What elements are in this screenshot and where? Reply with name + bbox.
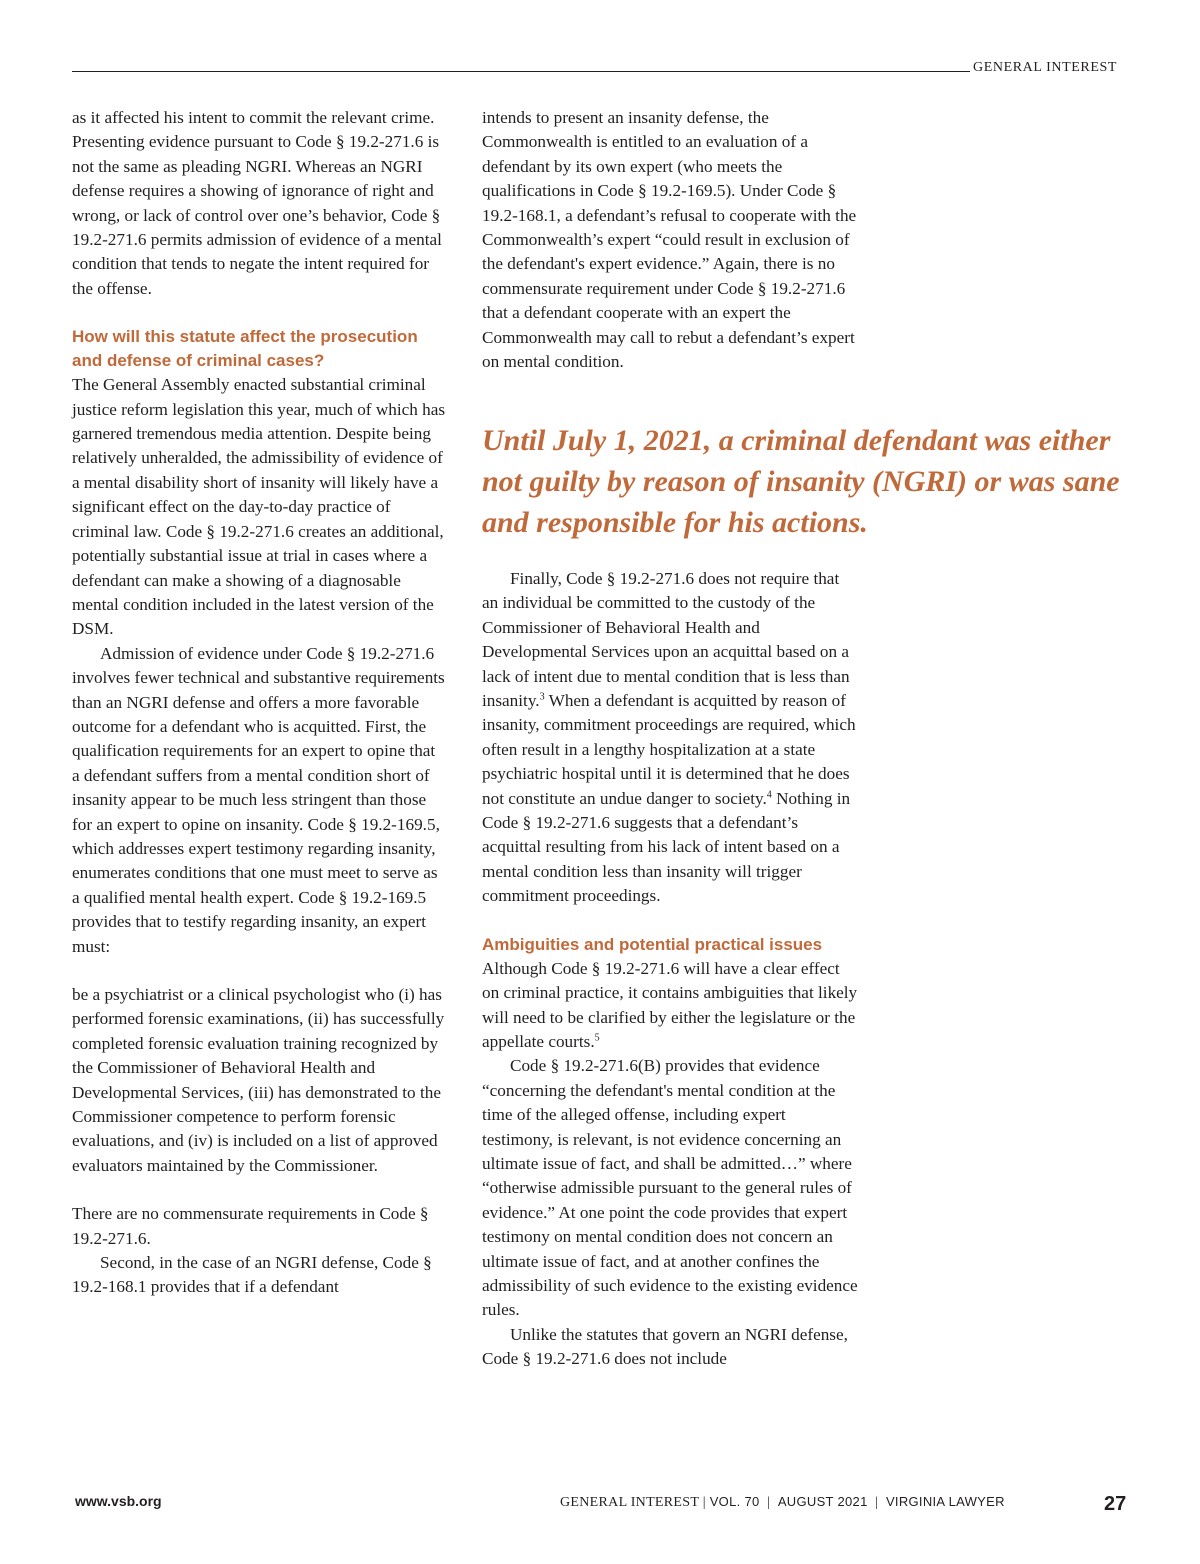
- paragraph: Finally, Code § 19.2-271.6 does not require that an individual be committed to the custody of the Commissioner of Behavioral Health and Developmental Services upon an acquittal based on a lack of intent due to mental condition that is less than insanity.$^3$ When a defendant is acquitted by reason of insanity, commitment proceedings are required, which often result in a lengthy hospitalization at a state psychiatric hospital until it is determined that he does not constitute an undue danger to society.$^4$ Nothing in Code § 19.2-271.6 suggests that a defendant’s acquittal resulting from his lack of intent based on a mental condition less than insanity will trigger commitment proceedings.: [482, 569, 856, 906]
- paragraph: Admission of evidence under Code § 19.2-271.6 involves fewer technical and substantive requirements than an NGRI defense and offers a more favorable outcome for a defendant who is acquitted. First, the qualification requirements for an expert to opine that a defendant suffers from a mental condition short of insanity appear to be much less stringent than those for an expert to opine on insanity. Code § 19.2-169.5, which addresses expert testimony regarding insanity, enumerates conditions that one must meet to serve as a qualified mental health expert. Code § 19.2-169.5 provides that to testify regarding insanity, an expert must:: [72, 643, 445, 956]
- paragraph: Second, in the case of an NGRI defense, Code § 19.2-168.1 provides that if a defendant: [72, 1253, 432, 1297]
- header-rule: [72, 71, 970, 72]
- paragraph: There are no commensurate requirements in Code § 19.2-271.6.: [72, 1204, 429, 1248]
- paragraph: Unlike the statutes that govern an NGRI defense, Code § 19.2-271.6 does not include: [482, 1324, 848, 1369]
- pull-quote: Until July 1, 2021, a criminal defendant was either not guilty by reason of insanity (NGRI) or was sane and responsible for his actions.: [482, 424, 1120, 539]
- column-left: [72, 106, 446, 1300]
- paragraph: intends to present an insanity defense, the Commonwealth is entitled to an evaluation of a defendant by its own expert (who meets the qualifications in Code § 19.2-169.5). Under Code § 19.2-168.1, a defendant’s refusal to cooperate with the Commonwealth’s expert “could result in exclusion of the defendant's expert evidence.” Again, there is no commensurate requirement under Code § 19.2-271.6 that a defendant cooperate with an expert the Commonwealth may call to rebut a defendant’s expert on mental condition.: [482, 108, 857, 372]
- column-right-bottom: [482, 567, 858, 1372]
- paragraph: Code § 19.2-271.6(B) provides that evidence “concerning the defendant's mental condition at the time of the alleged offense, including expert testimony, is relevant, is not evidence concerning an ultimate issue of fact, and shall be admitted…” where “otherwise admissible pursuant to the general rules of evidence.” At one point the code provides that expert testimony on mental condition does not concern an ultimate issue of fact, and at another confines the admissibility of such evidence to the existing evidence rules.: [482, 1056, 858, 1320]
- footnote-ref[interactable]: 3: [539, 691, 545, 703]
- footnote-ref[interactable]: 5: [594, 1032, 600, 1044]
- section-heading: How will this statute affect the prosecution and defense of criminal cases?: [72, 327, 418, 371]
- section-heading: Ambiguities and potential practical issues: [482, 934, 823, 954]
- footer-date: AUGUST 2021: [777, 1494, 868, 1509]
- paragraph: The General Assembly enacted substantial criminal justice reform legislation this year, much of which has garnered tremendous media attention. Despite being relatively unheralded, the admissibility of evidence of a mental disability short of insanity will likely have a significant effect on the day-to-day practice of criminal law. Code § 19.2-271.6 creates an additional, potentially substantial issue at trial in cases where a defendant can make a showing of a diagnosable mental condition included in the latest version of the DSM.: [72, 375, 446, 639]
- footnote-ref[interactable]: 4: [766, 788, 772, 800]
- footer-site-link[interactable]: www.vsb.org: [75, 1493, 162, 1509]
- paragraph: Although Code § 19.2-271.6 will have a clear effect on criminal practice, it contains ambiguities that likely will need to be clarified by either the legislature or the appellate courts.$^5$: [482, 958, 858, 1051]
- footer-publication: VIRGINIA LAWYER: [885, 1494, 1005, 1509]
- footer-volume: VOL. 70: [709, 1494, 760, 1509]
- page-number: 27: [1104, 1493, 1127, 1515]
- paragraph: as it affected his intent to commit the relevant crime. Presenting evidence pursuant to Code § 19.2-271.6 is not the same as pleading NGRI. Whereas an NGRI defense requires a showing of ignorance of right and wrong, or lack of control over one’s behavior, Code § 19.2-271.6 permits admission of evidence of a mental condition that tends to negate the intent required for the offense.: [72, 108, 442, 298]
- section-label: GENERAL INTEREST: [973, 60, 1118, 75]
- column-right-top: [482, 106, 858, 374]
- footer-section: GENERAL INTEREST: [560, 1495, 699, 1510]
- footer-info: GENERAL INTEREST | VOL. 70 | AUGUST 2021 | VIRGINIA LAWYER: [560, 1494, 1005, 1510]
- block-quote: be a psychiatrist or a clinical psychologist who (i) has performed forensic examinations, (ii) has successfully completed forensic evaluation training recognized by the Commissioner of Behavioral Health and Developmental Services, (iii) has demonstrated to the Commissioner competence to perform forensic evaluations, and (iv) is included on a list of approved evaluators maintained by the Commissioner.: [72, 985, 445, 1175]
